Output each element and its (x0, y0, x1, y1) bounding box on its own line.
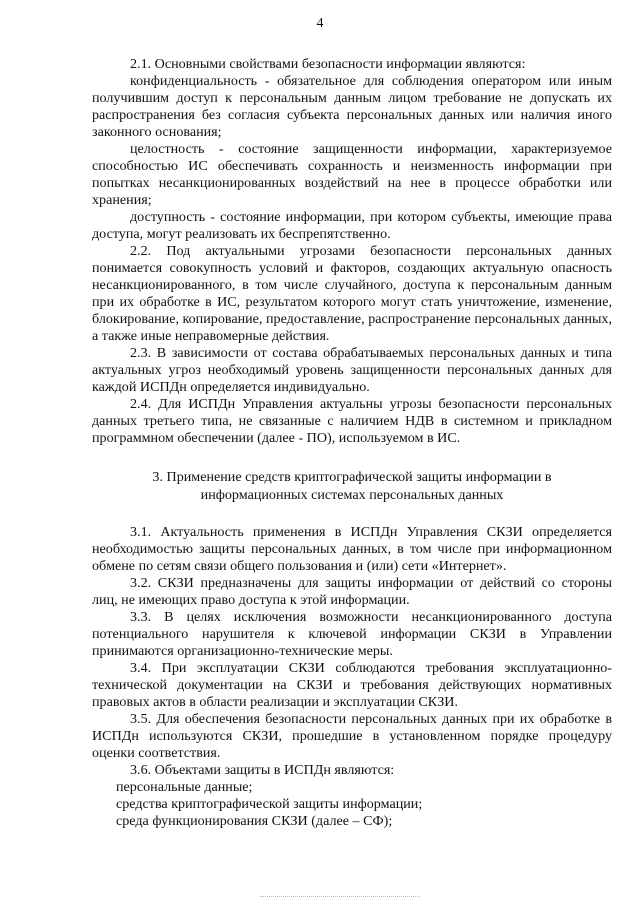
paragraph-3-5: 3.5. Для обеспечения безопасности персональных данных при их обработке в ИСПДн используются СКЗИ, прошедшие в установленном порядке процедуру оценки соответствия. (92, 711, 612, 761)
paragraph-3-1: 3.1. Актуальность применения в ИСПДн Управления СКЗИ определяется необходимостью защиты персональных данных, в том числе при информационном обмене по сетям связи общего пользования и (или) сети «Интернет». (92, 524, 612, 574)
section-3-heading-line-1: 3. Применение средств криптографической защиты информации в (152, 469, 552, 485)
list-item: средства криптографической защиты информации; (116, 796, 423, 812)
paragraph-2-3: 2.3. В зависимости от состава обрабатываемых персональных данных и типа актуальных угроз необходимый уровень защищенности персональных данных для каждой ИСПДн определяется индивидуально. (92, 345, 612, 395)
page-content (92, 56, 612, 830)
section-3-heading-line-2: информационных системах персональных данных (200, 487, 504, 503)
section-3-heading (92, 468, 612, 504)
paragraph-3-4: 3.4. При эксплуатации СКЗИ соблюдаются требования эксплуатационно-технической документации на СКЗИ и требования действующих нормативных правовых актов в области реализации и эксплуатации СКЗИ. (92, 660, 612, 710)
paragraph-3-2: 3.2. СКЗИ предназначены для защиты информации от действий со стороны лиц, не имеющих право доступа к этой информации. (92, 575, 612, 608)
list-item: среда функционирования СКЗИ (далее – СФ); (116, 813, 393, 829)
paragraph-2-1: 2.1. Основными свойствами безопасности информации являются: (130, 56, 526, 72)
list-item: персональные данные; (116, 779, 253, 795)
paragraph-2-4: 2.4. Для ИСПДн Управления актуальны угрозы безопасности персональных данных третьего типа, не связанные с наличием НДВ в системном и прикладном программном обеспечении (далее - ПО), используемом в ИС. (92, 396, 612, 446)
paragraph-confidentiality: конфиденциальность - обязательное для соблюдения оператором или иным получившим доступ к персональным данным лицом требование не допускать их распространения без согласия субъекта персональных данных или наличия иного законного основания; (92, 73, 612, 140)
paragraph-2-2: 2.2. Под актуальными угрозами безопасности персональных данных понимается совокупность условий и факторов, создающих актуальную опасность несанкционированного, в том числе случайного, доступа к персональным данным при их обработке в ИС, результатом которого могут стать уничтожение, изменение, блокирование, копирование, предоставление, распространение персональных данных, а также иные неправомерные действия. (92, 243, 612, 344)
scan-edge-mark (260, 896, 420, 899)
paragraph-availability: доступность - состояние информации, при котором субъекты, имеющие права доступа, могут реализовать их беспрепятственно. (92, 209, 612, 242)
paragraph-3-6: 3.6. Объектами защиты в ИСПДн являются: (130, 762, 395, 778)
page-number: 4 (316, 16, 324, 31)
paragraph-integrity: целостность - состояние защищенности информации, характеризуемое способностью ИС обеспечивать сохранность и неизменность информации при попытках несанкционированных воздействий на нее в процессе обработки или хранения; (92, 141, 612, 208)
paragraph-3-3: 3.3. В целях исключения возможности несанкционированного доступа потенциального нарушителя к ключевой информации СКЗИ в Управлении принимаются организационно-технические меры. (92, 609, 612, 659)
